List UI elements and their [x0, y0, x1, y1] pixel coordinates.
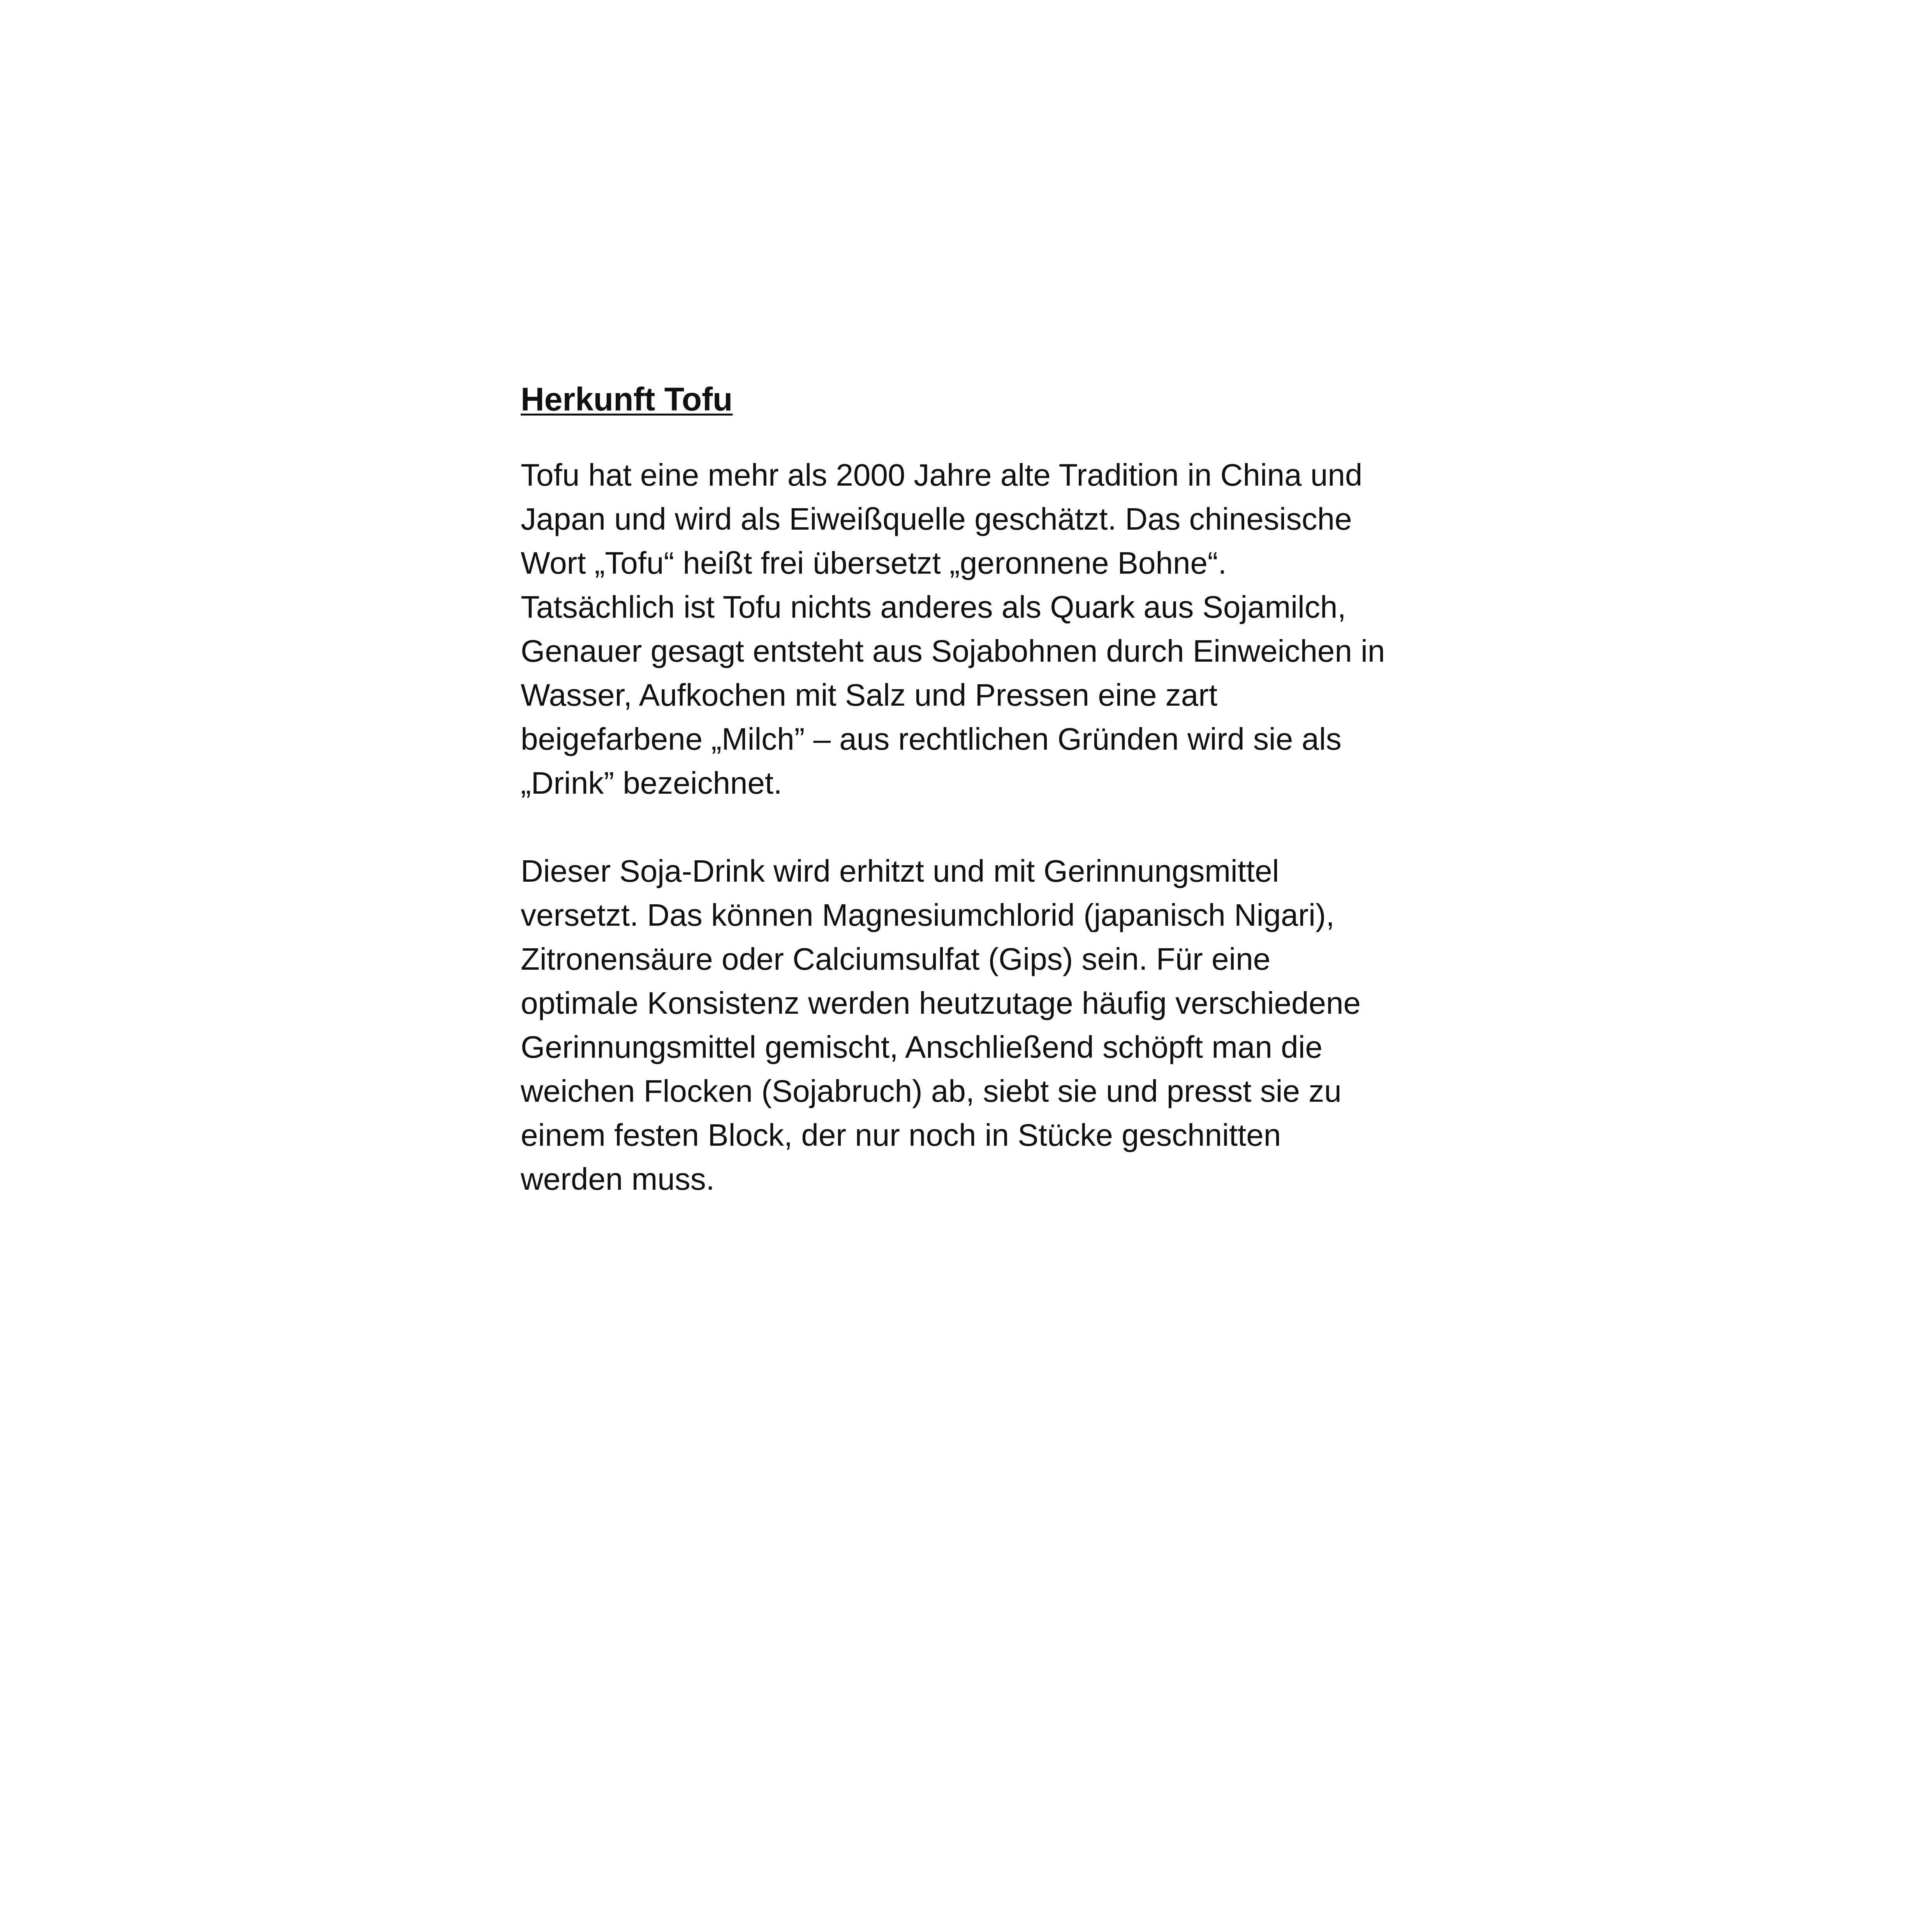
- paragraph-line: weichen Flocken (Sojabruch) ab, siebt sie und presst sie zu: [521, 1074, 1342, 1108]
- paragraph-line: Genauer gesagt entsteht aus Sojabohnen durch Einweichen in: [521, 634, 1385, 668]
- document-heading: Herkunft Tofu: [521, 381, 733, 417]
- paragraph-1: [521, 453, 1448, 805]
- paragraph-line: optimale Konsistenz werden heutzutage häufig verschiedene: [521, 986, 1361, 1020]
- paragraph-line: Zitronensäure oder Calciumsulfat (Gips) sein. Für eine: [521, 942, 1271, 976]
- paragraph-line: Dieser Soja-Drink wird erhitzt und mit Gerinnungsmittel: [521, 854, 1279, 888]
- paragraph-line: Wasser, Aufkochen mit Salz und Pressen eine zart: [521, 678, 1218, 712]
- paragraph-line: Gerinnungsmittel gemischt, Anschließend schöpft man die: [521, 1030, 1323, 1064]
- paragraph-line: beigefarbene „Milch” – aus rechtlichen Gründen wird sie als: [521, 722, 1342, 756]
- paragraph-line: Japan und wird als Eiweißquelle geschätzt. Das chinesische: [521, 502, 1352, 536]
- paragraph-line: werden muss.: [521, 1162, 715, 1196]
- paragraph-line: Tatsächlich ist Tofu nichts anderes als Quark aus Sojamilch,: [521, 590, 1346, 624]
- paragraph-line: „Drink” bezeichnet.: [521, 766, 782, 800]
- paragraph-2: [521, 849, 1448, 1201]
- paragraph-line: versetzt. Das können Magnesiumchlorid (japanisch Nigari),: [521, 898, 1335, 932]
- paragraph-line: Wort „Tofu“ heißt frei übersetzt „geronnene Bohne“.: [521, 546, 1227, 580]
- document-body: [521, 380, 1448, 1201]
- paragraph-line: Tofu hat eine mehr als 2000 Jahre alte Tradition in China und: [521, 458, 1363, 492]
- paragraph-line: einem festen Block, der nur noch in Stücke geschnitten: [521, 1118, 1281, 1152]
